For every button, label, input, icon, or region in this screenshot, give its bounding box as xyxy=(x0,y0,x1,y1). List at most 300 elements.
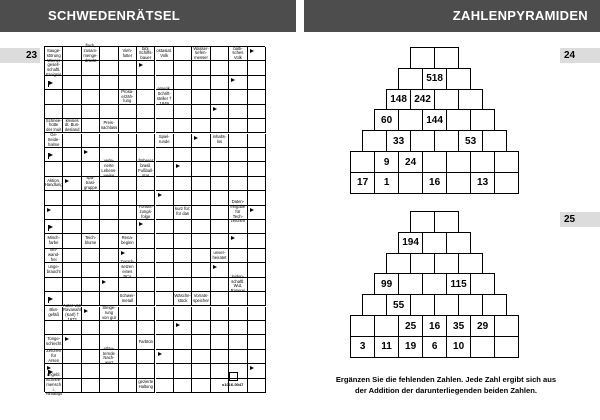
answer-cell[interactable] xyxy=(119,220,137,234)
pyramid-cell[interactable] xyxy=(398,109,423,131)
answer-cell[interactable] xyxy=(156,350,174,364)
answer-cell[interactable] xyxy=(211,364,229,378)
answer-cell[interactable] xyxy=(82,191,100,205)
answer-cell[interactable] xyxy=(82,307,100,321)
answer-cell[interactable] xyxy=(248,61,266,75)
pyramid-cell[interactable] xyxy=(422,273,447,295)
answer-cell[interactable] xyxy=(174,307,192,321)
answer-cell[interactable] xyxy=(45,148,63,162)
answer-cell[interactable] xyxy=(45,90,63,104)
answer-cell[interactable] xyxy=(174,47,192,61)
answer-cell[interactable] xyxy=(248,379,266,393)
answer-cell[interactable] xyxy=(100,134,118,148)
answer-cell[interactable] xyxy=(156,379,174,393)
answer-cell[interactable] xyxy=(63,234,81,248)
answer-cell[interactable] xyxy=(137,307,155,321)
answer-cell[interactable] xyxy=(100,263,118,277)
answer-cell[interactable] xyxy=(174,263,192,277)
pyramid-cell[interactable]: 194 xyxy=(398,232,423,254)
pyramid-cell[interactable]: 3 xyxy=(350,336,375,358)
pyramid-cell[interactable]: 10 xyxy=(446,336,471,358)
answer-cell[interactable] xyxy=(174,220,192,234)
answer-cell[interactable] xyxy=(192,249,210,263)
answer-cell[interactable] xyxy=(156,191,174,205)
answer-cell[interactable] xyxy=(229,162,247,176)
answer-cell[interactable] xyxy=(63,263,81,277)
pyramid-cell[interactable] xyxy=(494,172,519,194)
answer-cell[interactable] xyxy=(174,105,192,119)
answer-cell[interactable] xyxy=(229,134,247,148)
answer-cell[interactable] xyxy=(63,76,81,90)
pyramid-cell[interactable] xyxy=(410,130,435,152)
answer-cell[interactable] xyxy=(63,278,81,292)
answer-cell[interactable] xyxy=(211,119,229,133)
answer-cell[interactable] xyxy=(100,278,118,292)
answer-cell[interactable] xyxy=(137,350,155,364)
pyramid-cell[interactable] xyxy=(446,109,471,131)
answer-cell[interactable] xyxy=(174,177,192,191)
answer-cell[interactable] xyxy=(82,321,100,335)
pyramid-cell[interactable] xyxy=(446,172,471,194)
answer-cell[interactable] xyxy=(211,335,229,349)
answer-cell[interactable] xyxy=(119,379,137,393)
answer-cell[interactable] xyxy=(156,162,174,176)
answer-cell[interactable] xyxy=(248,292,266,306)
pyramid-cell[interactable] xyxy=(470,109,495,131)
answer-cell[interactable] xyxy=(174,249,192,263)
pyramid-cell[interactable] xyxy=(482,130,507,152)
answer-cell[interactable] xyxy=(45,191,63,205)
pyramid-cell[interactable] xyxy=(482,294,507,316)
answer-cell[interactable] xyxy=(248,191,266,205)
pyramid-cell[interactable] xyxy=(374,315,399,337)
answer-cell[interactable] xyxy=(82,148,100,162)
answer-cell[interactable] xyxy=(192,61,210,75)
answer-cell[interactable] xyxy=(211,47,229,61)
answer-cell[interactable] xyxy=(137,134,155,148)
pyramid-cell[interactable]: 55 xyxy=(386,294,411,316)
answer-cell[interactable] xyxy=(211,292,229,306)
answer-cell[interactable] xyxy=(119,191,137,205)
pyramid-cell[interactable] xyxy=(434,294,459,316)
answer-cell[interactable] xyxy=(137,61,155,75)
pyramid-cell[interactable] xyxy=(458,253,483,275)
answer-cell[interactable] xyxy=(174,278,192,292)
answer-cell[interactable] xyxy=(100,76,118,90)
answer-cell[interactable] xyxy=(192,321,210,335)
pyramid-cell[interactable] xyxy=(410,253,435,275)
pyramid-cell[interactable] xyxy=(410,211,435,233)
answer-cell[interactable] xyxy=(82,61,100,75)
answer-cell[interactable] xyxy=(156,220,174,234)
pyramid-cell[interactable]: 17 xyxy=(350,172,375,194)
pyramid-cell[interactable]: 53 xyxy=(458,130,483,152)
pyramid-cell[interactable] xyxy=(458,89,483,111)
answer-cell[interactable] xyxy=(229,76,247,90)
pyramid-cell[interactable] xyxy=(470,336,495,358)
answer-cell[interactable] xyxy=(211,263,229,277)
answer-cell[interactable] xyxy=(248,220,266,234)
answer-cell[interactable] xyxy=(82,379,100,393)
answer-cell[interactable] xyxy=(137,234,155,248)
pyramid-cell[interactable]: 11 xyxy=(374,336,399,358)
pyramid-cell[interactable]: 9 xyxy=(374,151,399,173)
answer-cell[interactable] xyxy=(248,364,266,378)
answer-cell[interactable] xyxy=(248,177,266,191)
answer-cell[interactable] xyxy=(248,350,266,364)
pyramid-cell[interactable]: 6 xyxy=(422,336,447,358)
answer-cell[interactable] xyxy=(137,177,155,191)
answer-cell[interactable] xyxy=(100,61,118,75)
pyramid-cell[interactable] xyxy=(494,315,519,337)
answer-cell[interactable] xyxy=(156,307,174,321)
answer-cell[interactable] xyxy=(82,278,100,292)
answer-cell[interactable] xyxy=(156,119,174,133)
answer-cell[interactable] xyxy=(211,307,229,321)
answer-cell[interactable] xyxy=(174,90,192,104)
answer-cell[interactable] xyxy=(45,321,63,335)
answer-cell[interactable] xyxy=(229,292,247,306)
answer-cell[interactable] xyxy=(156,177,174,191)
pyramid-cell[interactable] xyxy=(470,151,495,173)
answer-cell[interactable] xyxy=(174,321,192,335)
answer-cell[interactable] xyxy=(211,61,229,75)
answer-cell[interactable] xyxy=(45,220,63,234)
answer-cell[interactable] xyxy=(211,76,229,90)
answer-cell[interactable] xyxy=(82,76,100,90)
answer-cell[interactable] xyxy=(192,148,210,162)
answer-cell[interactable] xyxy=(192,119,210,133)
pyramid-cell[interactable]: 148 xyxy=(386,89,411,111)
answer-cell[interactable] xyxy=(100,90,118,104)
answer-cell[interactable] xyxy=(156,263,174,277)
answer-cell[interactable] xyxy=(248,249,266,263)
answer-cell[interactable] xyxy=(192,307,210,321)
answer-cell[interactable] xyxy=(174,119,192,133)
answer-cell[interactable] xyxy=(82,350,100,364)
pyramid-cell[interactable] xyxy=(434,253,459,275)
pyramid-cell[interactable]: 35 xyxy=(446,315,471,337)
answer-cell[interactable] xyxy=(156,335,174,349)
answer-cell[interactable] xyxy=(119,278,137,292)
answer-cell[interactable] xyxy=(248,278,266,292)
answer-cell[interactable] xyxy=(192,162,210,176)
answer-cell[interactable] xyxy=(156,61,174,75)
pyramid-cell[interactable]: 13 xyxy=(470,172,495,194)
answer-cell[interactable] xyxy=(229,350,247,364)
pyramid-cell[interactable] xyxy=(434,89,459,111)
answer-cell[interactable] xyxy=(174,148,192,162)
answer-cell[interactable] xyxy=(100,105,118,119)
answer-cell[interactable] xyxy=(192,206,210,220)
pyramid-cell[interactable] xyxy=(398,273,423,295)
answer-cell[interactable] xyxy=(82,292,100,306)
answer-cell[interactable] xyxy=(82,335,100,349)
pyramid-cell[interactable]: 24 xyxy=(398,151,423,173)
answer-cell[interactable] xyxy=(248,206,266,220)
answer-cell[interactable] xyxy=(63,249,81,263)
answer-cell[interactable] xyxy=(82,263,100,277)
answer-cell[interactable] xyxy=(119,148,137,162)
answer-cell[interactable] xyxy=(248,321,266,335)
answer-cell[interactable] xyxy=(63,220,81,234)
answer-cell[interactable] xyxy=(192,220,210,234)
clue-cell: gezierte Haltung xyxy=(137,379,155,393)
pyramid-cell[interactable] xyxy=(398,68,423,90)
answer-cell[interactable] xyxy=(63,105,81,119)
answer-cell[interactable] xyxy=(192,177,210,191)
answer-cell[interactable] xyxy=(100,191,118,205)
answer-cell[interactable] xyxy=(192,105,210,119)
answer-cell[interactable] xyxy=(82,206,100,220)
answer-cell[interactable] xyxy=(63,350,81,364)
answer-cell[interactable] xyxy=(229,177,247,191)
answer-cell[interactable] xyxy=(211,162,229,176)
answer-cell[interactable] xyxy=(82,220,100,234)
answer-cell[interactable] xyxy=(119,134,137,148)
answer-cell[interactable] xyxy=(119,177,137,191)
answer-cell[interactable] xyxy=(82,119,100,133)
answer-cell[interactable] xyxy=(192,335,210,349)
answer-cell[interactable] xyxy=(137,364,155,378)
answer-cell[interactable] xyxy=(248,134,266,148)
answer-cell[interactable] xyxy=(211,350,229,364)
answer-cell[interactable] xyxy=(63,206,81,220)
answer-cell[interactable] xyxy=(192,191,210,205)
answer-cell[interactable] xyxy=(119,206,137,220)
answer-cell[interactable] xyxy=(229,148,247,162)
pyramid-cell[interactable] xyxy=(446,232,471,254)
answer-cell[interactable] xyxy=(211,191,229,205)
answer-cell[interactable] xyxy=(156,278,174,292)
answer-cell[interactable] xyxy=(137,278,155,292)
answer-cell[interactable] xyxy=(174,350,192,364)
answer-cell[interactable] xyxy=(174,335,192,349)
answer-cell[interactable] xyxy=(63,47,81,61)
answer-cell[interactable] xyxy=(119,162,137,176)
answer-cell[interactable] xyxy=(100,177,118,191)
answer-cell[interactable] xyxy=(229,105,247,119)
pyramid-cell[interactable] xyxy=(434,211,459,233)
answer-cell[interactable] xyxy=(100,379,118,393)
answer-cell[interactable] xyxy=(192,76,210,90)
answer-cell[interactable] xyxy=(100,206,118,220)
answer-cell[interactable] xyxy=(174,134,192,148)
answer-cell[interactable] xyxy=(192,234,210,248)
answer-cell[interactable] xyxy=(156,364,174,378)
answer-cell[interactable] xyxy=(137,105,155,119)
answer-cell[interactable] xyxy=(248,47,266,61)
answer-cell[interactable] xyxy=(45,76,63,90)
pyramid-cell[interactable] xyxy=(458,294,483,316)
pyramid-cell[interactable] xyxy=(386,253,411,275)
answer-cell[interactable] xyxy=(137,76,155,90)
pyramid-cell[interactable] xyxy=(350,315,375,337)
answer-cell[interactable] xyxy=(248,119,266,133)
answer-cell[interactable] xyxy=(100,220,118,234)
answer-cell[interactable] xyxy=(174,234,192,248)
answer-cell[interactable] xyxy=(248,76,266,90)
pyramid-cell[interactable] xyxy=(494,151,519,173)
answer-cell[interactable] xyxy=(137,263,155,277)
pyramid-cell[interactable] xyxy=(410,294,435,316)
answer-cell[interactable] xyxy=(174,76,192,90)
answer-cell[interactable] xyxy=(174,379,192,393)
answer-cell[interactable] xyxy=(229,234,247,248)
answer-cell[interactable] xyxy=(119,364,137,378)
answer-cell[interactable] xyxy=(248,263,266,277)
answer-cell[interactable] xyxy=(174,162,192,176)
answer-cell[interactable] xyxy=(156,105,174,119)
answer-cell[interactable] xyxy=(137,220,155,234)
answer-cell[interactable] xyxy=(137,321,155,335)
answer-cell[interactable] xyxy=(192,90,210,104)
pyramid-cell[interactable]: 60 xyxy=(374,109,399,131)
answer-cell[interactable] xyxy=(229,90,247,104)
answer-cell[interactable] xyxy=(82,364,100,378)
pyramid-cell[interactable] xyxy=(434,130,459,152)
pyramid-cell[interactable]: 144 xyxy=(422,109,447,131)
clue-cell: angebl. Schnee-mensch i. Himalaja xyxy=(45,372,62,397)
pyramid-cell[interactable] xyxy=(446,151,471,173)
answer-cell[interactable] xyxy=(45,292,63,306)
pyramid-cell[interactable]: 242 xyxy=(410,89,435,111)
pyramid-cell[interactable]: 33 xyxy=(386,130,411,152)
pyramid-cell[interactable] xyxy=(422,151,447,173)
answer-cell[interactable] xyxy=(229,321,247,335)
answer-cell[interactable] xyxy=(211,278,229,292)
pyramid-cell[interactable]: 115 xyxy=(446,273,471,295)
answer-cell[interactable] xyxy=(192,263,210,277)
answer-cell[interactable] xyxy=(119,61,137,75)
answer-cell[interactable] xyxy=(119,335,137,349)
answer-cell[interactable] xyxy=(248,234,266,248)
pyramid-cell[interactable] xyxy=(398,172,423,194)
answer-cell[interactable] xyxy=(63,177,81,191)
answer-cell[interactable] xyxy=(248,105,266,119)
answer-cell[interactable] xyxy=(229,307,247,321)
answer-cell[interactable] xyxy=(45,206,63,220)
answer-cell[interactable] xyxy=(229,119,247,133)
answer-cell[interactable] xyxy=(248,148,266,162)
pyramid-cell[interactable] xyxy=(494,336,519,358)
answer-cell[interactable] xyxy=(137,249,155,263)
answer-cell[interactable] xyxy=(137,90,155,104)
pyramid-cell[interactable] xyxy=(410,47,435,69)
answer-cell[interactable] xyxy=(63,61,81,75)
answer-cell[interactable] xyxy=(45,105,63,119)
answer-cell[interactable] xyxy=(248,90,266,104)
answer-cell[interactable] xyxy=(229,335,247,349)
arrow-icon xyxy=(194,136,198,140)
answer-cell[interactable] xyxy=(229,61,247,75)
answer-cell[interactable] xyxy=(63,90,81,104)
answer-cell[interactable] xyxy=(63,379,81,393)
answer-cell[interactable] xyxy=(174,191,192,205)
answer-cell[interactable] xyxy=(63,191,81,205)
answer-cell[interactable] xyxy=(119,350,137,364)
answer-cell[interactable] xyxy=(63,321,81,335)
answer-cell[interactable] xyxy=(82,90,100,104)
answer-cell[interactable] xyxy=(156,234,174,248)
pyramid-cell[interactable]: 19 xyxy=(398,336,423,358)
answer-cell[interactable] xyxy=(119,307,137,321)
answer-cell[interactable] xyxy=(63,134,81,148)
answer-cell[interactable] xyxy=(211,148,229,162)
pyramid-cell[interactable]: 518 xyxy=(422,68,447,90)
answer-cell[interactable] xyxy=(192,278,210,292)
answer-cell[interactable] xyxy=(119,119,137,133)
answer-cell[interactable] xyxy=(192,134,210,148)
answer-cell[interactable] xyxy=(229,220,247,234)
answer-cell[interactable] xyxy=(137,119,155,133)
answer-cell[interactable] xyxy=(192,364,210,378)
answer-cell[interactable] xyxy=(100,249,118,263)
answer-cell[interactable] xyxy=(100,321,118,335)
answer-cell[interactable] xyxy=(248,307,266,321)
answer-cell[interactable] xyxy=(211,177,229,191)
answer-cell[interactable] xyxy=(119,105,137,119)
answer-cell[interactable] xyxy=(82,134,100,148)
answer-cell[interactable] xyxy=(100,47,118,61)
answer-cell[interactable] xyxy=(229,249,247,263)
pyramid-cell[interactable]: 29 xyxy=(470,315,495,337)
pyramid-cell[interactable]: 99 xyxy=(374,273,399,295)
answer-cell[interactable] xyxy=(192,350,210,364)
answer-cell[interactable] xyxy=(156,321,174,335)
pyramid-cell[interactable] xyxy=(362,294,387,316)
pyramid-cell[interactable] xyxy=(350,151,375,173)
answer-cell[interactable] xyxy=(248,335,266,349)
answer-cell[interactable] xyxy=(156,206,174,220)
answer-cell[interactable] xyxy=(82,249,100,263)
answer-cell[interactable] xyxy=(100,364,118,378)
answer-cell[interactable] xyxy=(82,105,100,119)
answer-cell[interactable] xyxy=(211,90,229,104)
pyramid-cell[interactable]: 16 xyxy=(422,315,447,337)
pyramid-cell[interactable] xyxy=(446,68,471,90)
answer-cell[interactable] xyxy=(156,249,174,263)
pyramid-cell[interactable] xyxy=(434,47,459,69)
pyramid-cell[interactable]: 25 xyxy=(398,315,423,337)
answer-cell[interactable] xyxy=(119,321,137,335)
answer-cell[interactable] xyxy=(45,162,63,176)
answer-cell[interactable] xyxy=(174,364,192,378)
answer-cell[interactable] xyxy=(137,292,155,306)
answer-cell[interactable] xyxy=(156,148,174,162)
pyramid-cell[interactable] xyxy=(362,130,387,152)
answer-cell[interactable] xyxy=(211,220,229,234)
pyramid-cell[interactable]: 16 xyxy=(422,172,447,194)
pyramid-cell[interactable] xyxy=(422,232,447,254)
answer-cell[interactable] xyxy=(174,61,192,75)
pyramid-cell[interactable] xyxy=(470,273,495,295)
answer-cell[interactable] xyxy=(211,321,229,335)
answer-cell[interactable] xyxy=(63,148,81,162)
answer-cell[interactable] xyxy=(192,379,210,393)
pyramid-cell[interactable]: 1 xyxy=(374,172,399,194)
answer-cell[interactable] xyxy=(211,206,229,220)
answer-cell[interactable] xyxy=(63,335,81,349)
answer-cell[interactable] xyxy=(63,364,81,378)
answer-cell[interactable] xyxy=(45,278,63,292)
answer-cell[interactable] xyxy=(63,162,81,176)
answer-cell[interactable] xyxy=(156,292,174,306)
answer-cell[interactable] xyxy=(100,234,118,248)
answer-cell[interactable] xyxy=(211,234,229,248)
answer-cell[interactable] xyxy=(211,105,229,119)
answer-cell[interactable] xyxy=(248,162,266,176)
